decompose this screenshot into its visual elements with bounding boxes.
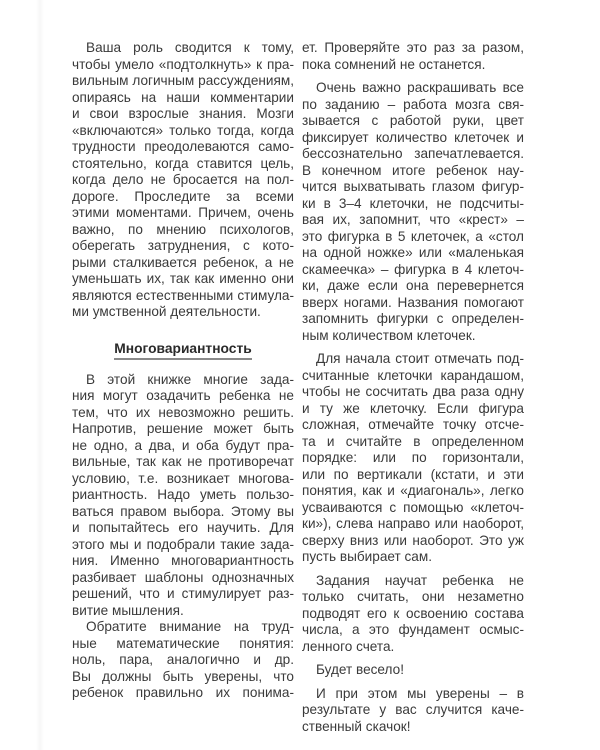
section-heading-wrapper [72, 341, 294, 360]
text-line: подводят его к освоению состава [302, 605, 524, 621]
text-line: ленного счета. [302, 638, 395, 654]
text-line: ребенок правильно их понима- [72, 685, 294, 700]
text-line: трудности преодолеваются само- [72, 139, 294, 154]
text-line: понятия, как и «диагональ», легко [302, 483, 524, 498]
text-line: Вы должны быть уверены, что [72, 668, 294, 684]
text-line: Очень важно раскрашивать все [316, 80, 524, 95]
text-line: ственный скачок! [302, 718, 411, 734]
text-line: фиксирует количество клеточек и [302, 129, 524, 145]
text-line: на одной ножке» или «маленькая [302, 245, 524, 260]
text-line: Обратите внимание на труд- [86, 619, 294, 634]
paragraph-gap [302, 679, 524, 686]
paragraph-continuation [302, 40, 524, 73]
text-line: не одно, а два, и оба будут пра- [72, 437, 294, 453]
text-line: или по вертикали (кстати, и эти [302, 466, 524, 482]
text-line: чится выхватывать глазом фигур- [302, 179, 524, 194]
text-line: вильным логичным рассуждениям, [72, 73, 294, 88]
text-line: по заданию – работа мозга свя- [302, 96, 524, 112]
text-line: являются естественными стимула- [72, 287, 294, 303]
text-line: вверх ногами. Названия помогают [302, 294, 524, 310]
text-line: И при этом мы уверены – в [316, 685, 524, 701]
paragraph-math-concepts [72, 619, 294, 702]
paragraph-tasks-teach [302, 573, 524, 656]
text-line: зывается с работой руки, цвет [302, 113, 524, 128]
text-line: опираясь на наши комментарии [72, 89, 294, 105]
text-line: сложная, отмечайте точку отсче- [302, 417, 524, 432]
paragraph-gap [302, 344, 524, 351]
text-line: ки»), слева направо или наоборот, [302, 516, 524, 531]
text-line: этими моментами. Причем, очень [72, 205, 294, 220]
text-line: пусть выбирает сам. [302, 549, 432, 564]
text-line: ет. Проверяйте это раз за разом, [302, 40, 524, 55]
text-line: ные математические понятия: [72, 635, 294, 651]
text-line: и попытайтесь его научить. Для [72, 520, 294, 535]
text-line: решений, что и стимулирует раз- [72, 586, 294, 601]
text-line: только считать, они незаметно [302, 589, 524, 604]
text-line: чтобы не сосчитать два раза одну [302, 384, 524, 399]
text-line: ным количеством клеточек. [302, 327, 476, 343]
paragraph-gap [302, 566, 524, 573]
paragraph-multivariance [72, 372, 294, 620]
text-line: запомнить фигурки с определен- [302, 311, 524, 326]
paragraph-coloring [302, 80, 524, 344]
text-line: рыми сталкивается ребенок, а не [72, 254, 294, 270]
text-line: Задания научат ребенка не [316, 572, 524, 588]
text-line: ния могут озадачить ребенка не [72, 388, 294, 403]
text-line: «включаются» только тогда, когда [72, 122, 294, 138]
text-line: риантность. Надо уметь пользо- [72, 487, 294, 502]
text-line: Будет весело! [316, 662, 404, 677]
text-line: ваться правом выбора. Этому вы [72, 503, 294, 519]
text-line: считанные клеточки карандашом, [302, 367, 524, 383]
text-line: стоятельно, когда ставится цель, [72, 155, 294, 171]
text-line: скамеечка» – фигурка в 4 клеточ- [302, 261, 524, 277]
text-line: ния. Именно многовариантность [72, 553, 294, 568]
paragraph-role-of-parent [72, 40, 294, 321]
text-line: вильные, так как не противоречат [72, 454, 294, 469]
text-line: тем, что их невозможно решить. [72, 404, 294, 420]
text-line: В конечном итоге ребенок нау- [302, 162, 524, 178]
paragraph-fun [302, 662, 524, 679]
right-column [302, 40, 524, 735]
text-line: пока сомнений не останется. [302, 56, 486, 72]
paragraph-counting [302, 351, 524, 566]
text-line: ки, даже если она перевернется [302, 278, 524, 293]
text-line: ки в 3–4 клеточки, не подсчиты- [302, 195, 524, 211]
text-line: этого мы и подобрали такие зада- [72, 536, 294, 552]
text-line: чтобы умело «подтолкнуть» к пра- [72, 56, 294, 72]
text-line: усваиваются с помощью «клеточ- [302, 499, 524, 515]
text-line: важно, по мнению психологов, [72, 221, 294, 237]
text-line: уменьшать их, так как именно они [72, 271, 294, 286]
text-line: сверху вниз или наоборот. Это уж [302, 532, 524, 548]
text-line: ноль, пара, аналогично и др. [72, 652, 294, 667]
text-line: Напротив, решение может быть [72, 421, 294, 436]
text-line: ми умственной деятельности. [72, 304, 261, 319]
text-line: результате у вас случится каче- [302, 702, 524, 717]
text-line: условию, т.е. возникает многова- [72, 470, 294, 486]
text-line: числа, а это фундамент осмыс- [302, 622, 524, 637]
text-line: порядке: или по горизонтали, [302, 450, 524, 465]
page-gutter-shadow [36, 0, 44, 750]
text-line: разбивает шаблоны однозначных [72, 569, 294, 585]
text-line: В этой книжке многие зада- [86, 371, 294, 387]
paragraph-conclusion [302, 686, 524, 736]
section-heading: Многовариантность [114, 341, 251, 360]
text-line: когда дело не бросается на пол- [72, 172, 294, 187]
left-column [72, 40, 294, 702]
text-line: та и считайте в определенном [302, 433, 524, 449]
text-line: Для начала стоит отмечать под- [316, 351, 524, 366]
paragraph-gap [302, 73, 524, 80]
text-line: витие мышления. [72, 602, 184, 618]
text-line: и свои взрослые знания. Мозги [72, 106, 294, 121]
text-line: бессознательно запечатлевается. [302, 146, 524, 161]
text-line: Ваша роль сводится к тому, [86, 40, 294, 55]
paragraph-gap [302, 655, 524, 662]
text-line: дороге. Проследите за всеми [72, 188, 294, 204]
text-line: это фигурка в 5 клеточек, а «стол [302, 228, 524, 244]
text-line: вая их, запомнит, что «крест» – [302, 212, 524, 227]
text-line: оберегать затруднения, с кото- [72, 238, 294, 253]
text-line: и ту же клеточку. Если фигура [302, 400, 524, 416]
